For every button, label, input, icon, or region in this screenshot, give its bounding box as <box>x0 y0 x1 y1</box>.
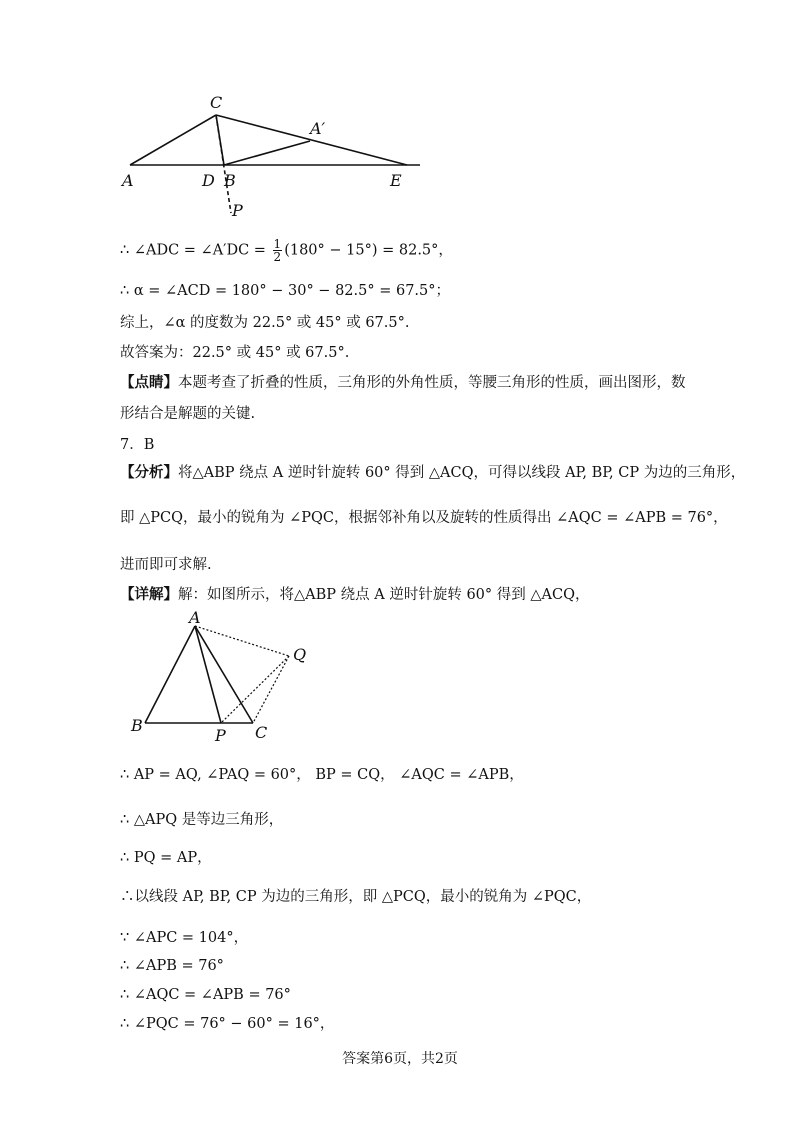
line-13: ∴ △APQ 是等边三角形， <box>120 812 284 828</box>
label-b: B <box>224 171 236 190</box>
line-9: 即 △PCQ，最小的锐角为 ∠PQC，根据邻补角以及旋转的性质得出 ∠AQC = ∠APB = 76°， <box>120 510 728 526</box>
label-e: E <box>390 171 402 190</box>
line-ba-prime <box>224 141 310 165</box>
label-c: C <box>210 93 223 112</box>
line-16: ∵ ∠APC = 104°， <box>120 930 249 946</box>
line-3: 综上，∠α 的度数为 22.5° 或 45° 或 67.5°. <box>120 315 410 331</box>
line-6: 形结合是解题的关键. <box>120 406 256 422</box>
figure-rotation-triangle <box>125 608 325 743</box>
fraction-half: $\frac{1}{2}$ <box>273 237 282 264</box>
line-1: ∴ ∠ADC = ∠A′DC = $\frac{1}{2}$ (180° − 15°) = 82.5°， <box>120 237 453 264</box>
question-7-answer: 7．B <box>120 437 155 453</box>
line-10: 进而即可求解. <box>120 557 212 573</box>
figure-folding-triangle <box>110 88 430 223</box>
label-p: P <box>215 726 226 743</box>
line-18: ∴ ∠AQC = ∠APB = 76° <box>120 987 291 1003</box>
line-15: ∴以线段 AP, BP, CP 为边的三角形，即 △PCQ，最小的锐角为 ∠PQC， <box>120 889 592 905</box>
line-ac <box>130 115 216 165</box>
label-a-prime: A′ <box>310 119 326 138</box>
line-ap <box>195 626 221 723</box>
label-b: B <box>131 716 143 735</box>
label-c: C <box>255 723 268 742</box>
line-2: ∴ α = ∠ACD = 180° − 30° − 82.5° = 67.5°； <box>120 283 451 299</box>
line-4: 故答案为：22.5° 或 45° 或 67.5°. <box>120 345 350 361</box>
line-12: ∴ AP = AQ, ∠PAQ = 60°， BP = CQ， ∠AQC = ∠APB， <box>120 767 524 783</box>
dashed-qp <box>221 656 289 723</box>
dashed-aq <box>195 626 289 656</box>
line-14: ∴ PQ = AP， <box>120 850 212 866</box>
line-5: 【点睛】本题考查了折叠的性质，三角形的外角性质，等腰三角形的性质，画出图形，数 <box>120 374 686 391</box>
line-17: ∴ ∠APB = 76° <box>120 958 224 974</box>
line-19: ∴ ∠PQC = 76° − 60° = 16°， <box>120 1016 335 1032</box>
line-ac <box>195 626 253 723</box>
label-a: A <box>189 608 201 627</box>
dashed-qc <box>253 656 289 723</box>
line-ab <box>145 626 195 723</box>
page-footer: 答案第6页，共2页 <box>342 1051 458 1067</box>
label-p: P <box>232 201 243 220</box>
line-detail: 【详解】解：如图所示，将△ABP 绕点 A 逆时针旋转 60° 得到 △ACQ， <box>120 586 590 603</box>
label-d: D <box>202 171 215 190</box>
label-a: A <box>122 171 134 190</box>
line-analysis: 【分析】将△ABP 绕点 A 逆时针旋转 60° 得到 △ACQ，可得以线段 AP, BP, CP 为边的三角形， <box>120 464 746 481</box>
label-q: Q <box>293 645 307 664</box>
